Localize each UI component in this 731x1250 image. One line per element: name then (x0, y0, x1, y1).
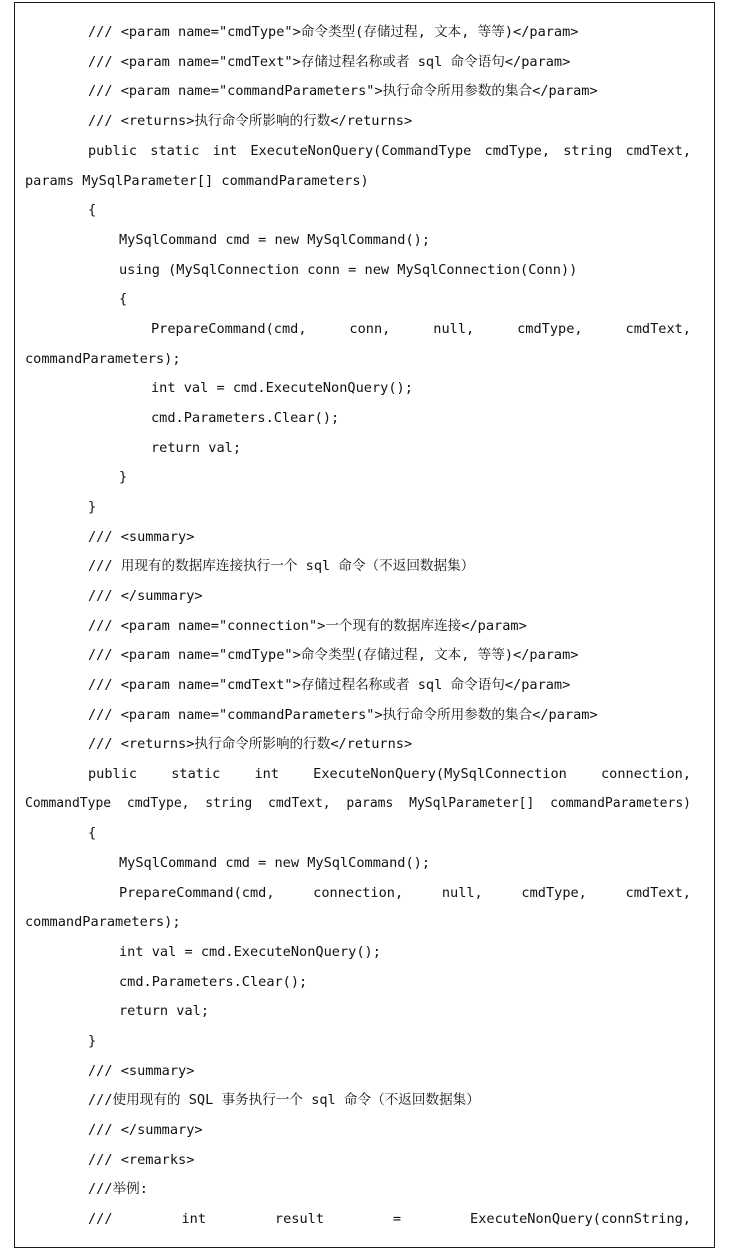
code-line: { (88, 202, 97, 218)
code-line: /// </summary> (88, 588, 203, 604)
code-line: cmd.Parameters.Clear(); (119, 974, 308, 990)
code-line: /// <remarks> (88, 1152, 195, 1168)
code-line: MySqlCommand cmd = new MySqlCommand(); (119, 855, 430, 871)
code-line: /// </summary> (88, 1122, 203, 1138)
code-line: return val; (151, 440, 242, 456)
code-line: params MySqlParameter[] commandParameters) (25, 173, 369, 189)
code-line: /// <param name="connection">一个现有的数据库连接</param> (88, 618, 527, 634)
code-line: { (88, 825, 97, 841)
code-line: } (88, 1033, 97, 1049)
code-line: /// <summary> (88, 529, 195, 545)
code-line: public static int ExecuteNonQuery(MySqlConnection connection, (88, 766, 691, 782)
code-line: commandParameters); (25, 351, 181, 367)
code-line: /// <param name="commandParameters">执行命令所用参数的集合</param> (88, 83, 598, 99)
code-line: /// int result = ExecuteNonQuery(connString, (88, 1211, 691, 1227)
code-line: /// <param name="cmdType">命令类型(存储过程, 文本, 等等)</param> (88, 647, 579, 663)
code-page (14, 2, 715, 1248)
code-line: return val; (119, 1003, 210, 1019)
code-line: /// <param name="commandParameters">执行命令所用参数的集合</param> (88, 707, 598, 723)
code-line: PrepareCommand(cmd, connection, null, cmdType, cmdText, (119, 885, 691, 901)
code-line: } (119, 469, 128, 485)
code-line: /// <param name="cmdType">命令类型(存储过程, 文本, 等等)</param> (88, 24, 579, 40)
code-line: /// <param name="cmdText">存储过程名称或者 sql 命令语句</param> (88, 54, 571, 70)
code-line: /// <summary> (88, 1063, 195, 1079)
code-line: CommandType cmdType, string cmdText, params MySqlParameter[] commandParameters) (25, 796, 691, 811)
code-line: public static int ExecuteNonQuery(CommandType cmdType, string cmdText, (88, 143, 691, 159)
code-line: } (88, 499, 97, 515)
code-line: { (119, 291, 128, 307)
code-line: /// <returns>执行命令所影响的行数</returns> (88, 736, 413, 752)
code-line: commandParameters); (25, 914, 181, 930)
code-line: MySqlCommand cmd = new MySqlCommand(); (119, 232, 430, 248)
code-line: int val = cmd.ExecuteNonQuery(); (151, 380, 413, 396)
code-line: ///举例: (88, 1181, 148, 1197)
code-line: /// <param name="cmdText">存储过程名称或者 sql 命令语句</param> (88, 677, 571, 693)
code-line: PrepareCommand(cmd, conn, null, cmdType, cmdText, (151, 321, 691, 337)
code-line: int val = cmd.ExecuteNonQuery(); (119, 944, 381, 960)
code-line: ///使用现有的 SQL 事务执行一个 sql 命令（不返回数据集） (88, 1092, 480, 1108)
code-line: /// 用现有的数据库连接执行一个 sql 命令（不返回数据集） (88, 558, 475, 574)
code-line: cmd.Parameters.Clear(); (151, 410, 340, 426)
code-line: /// <returns>执行命令所影响的行数</returns> (88, 113, 413, 129)
code-line: using (MySqlConnection conn = new MySqlConnection(Conn)) (119, 262, 578, 278)
